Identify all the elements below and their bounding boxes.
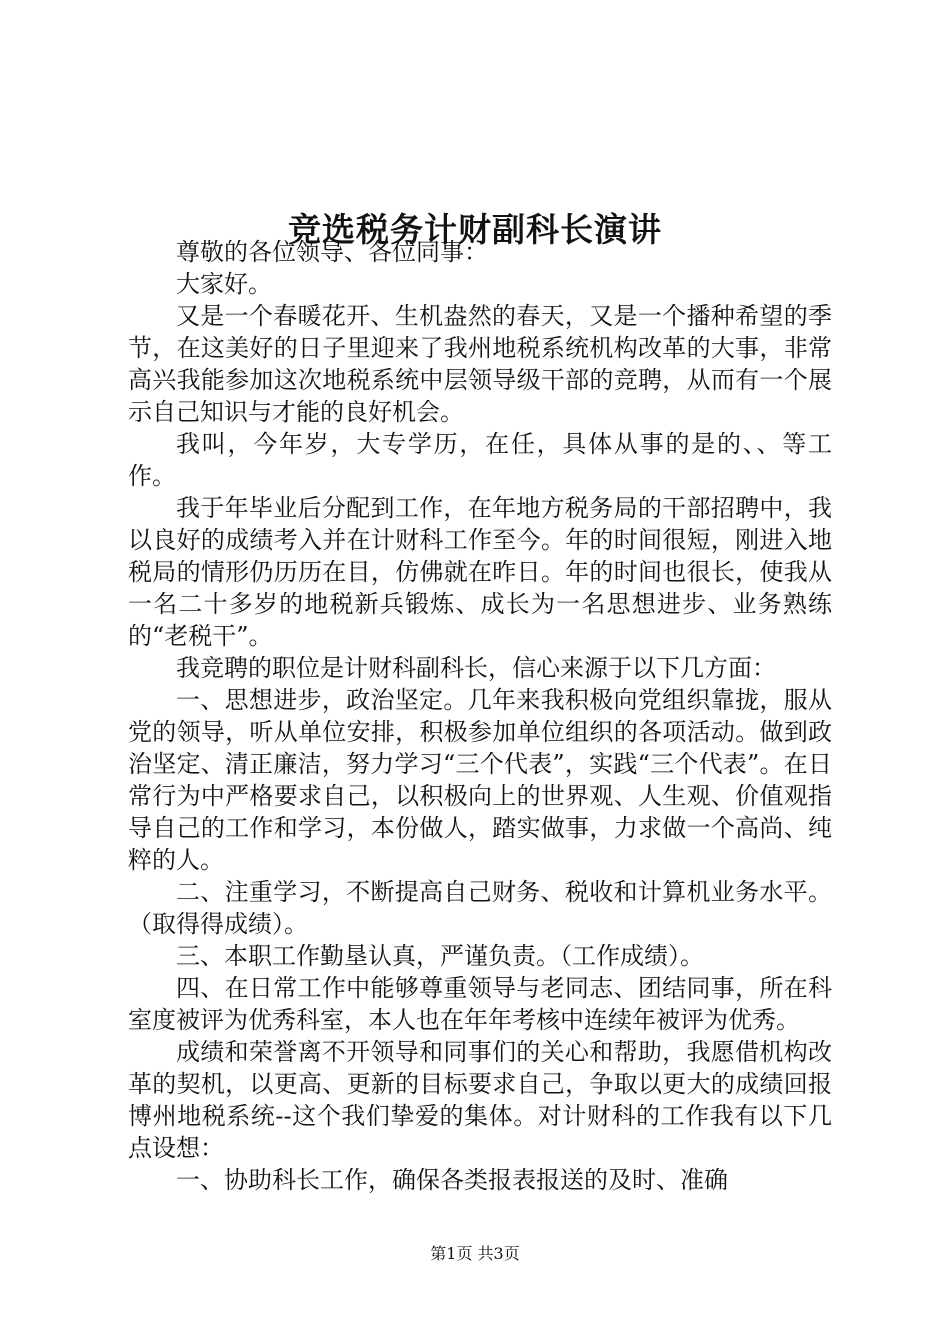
page-footer: 第1页 共3页	[430, 1244, 520, 1263]
document-body	[128, 236, 832, 1196]
paragraph-point-four: 四、在日常工作中能够尊重领导与老同志、团结同事，所在科室度被评为优秀科室，本人也在年年考核中连续年被评为优秀。	[128, 974, 832, 1034]
paragraph-opening: 又是一个春暖花开、生机盎然的春天，又是一个播种希望的季节，在这美好的日子里迎来了我州地税系统机构改革的大事，非常高兴我能参加这次地税系统中层领导级干部的竞聘，从而有一个展示自己知识与才能的良好机会。	[128, 302, 832, 426]
paragraph-salutation: 尊敬的各位领导、各位同事：	[176, 238, 488, 266]
paragraph-position: 我竞聘的职位是计财科副科长，信心来源于以下几方面：	[176, 654, 776, 682]
paragraph-point-three: 三、本职工作勤垦认真，严谨负责。（工作成绩）。	[176, 942, 704, 970]
paragraph-work-history: 我于年毕业后分配到工作，在年地方税务局的干部招聘中，我以良好的成绩考入并在计财科工作至今。年的时间很短，刚进入地税局的情形仍历历在目，仿佛就在昨日。年的时间也很长，使我从一名二十多岁的地税新兵锻炼、成长为一名思想进步、业务熟练的“老税干”。	[128, 494, 832, 650]
paragraph-greeting: 大家好。	[176, 270, 272, 298]
paragraph-point-two: 二、注重学习，不断提高自己财务、税收和计算机业务水平。（取得得成绩）。	[128, 878, 832, 938]
paragraph-introduction: 我叫，今年岁，大专学历，在任，具体从事的是的、、等工作。	[128, 430, 832, 490]
document-title: 竞选税务计财副科长演讲	[288, 210, 662, 250]
paragraph-gratitude: 成绩和荣誉离不开领导和同事们的关心和帮助，我愿借机构改革的契机，以更高、更新的目标要求自己，争取以更大的成绩回报博州地税系统--这个我们挚爱的集体。对计财科的工作我有以下几点设想：	[128, 1038, 832, 1162]
paragraph-plan-one: 一、协助科长工作，确保各类报表报送的及时、准确	[176, 1166, 728, 1194]
paragraph-point-one: 一、思想进步，政治坚定。几年来我积极向党组织靠拢，服从党的领导，听从单位安排，积极参加单位组织的各项活动。做到政治坚定、清正廉洁，努力学习“三个代表”，实践“三个代表”。在日常行为中严格要求自己，以积极向上的世界观、人生观、价值观指导自己的工作和学习，本份做人，踏实做事，力求做一个高尚、纯粹的人。	[128, 686, 832, 874]
